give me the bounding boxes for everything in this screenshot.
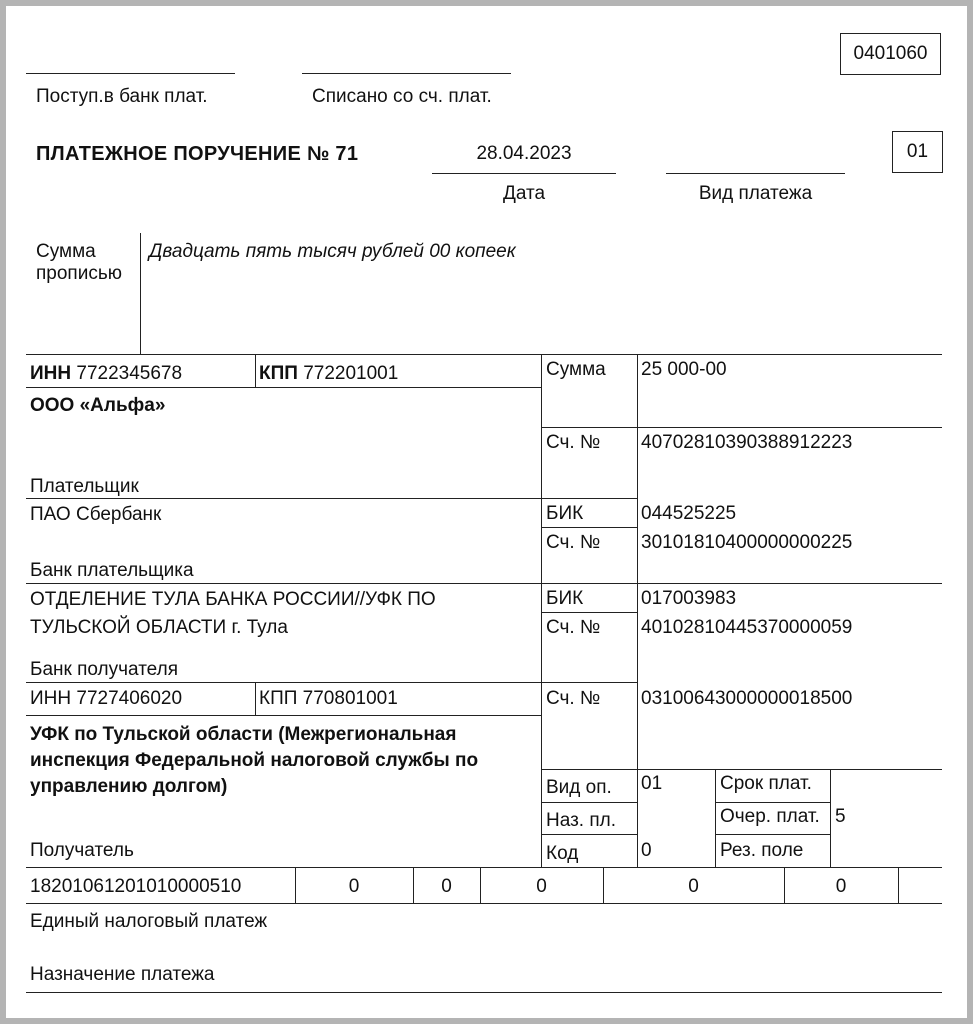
payee-bank-bik-label: БИК xyxy=(546,588,584,609)
document-title: ПЛАТЕЖНОЕ ПОРУЧЕНИЕ № 71 xyxy=(36,143,359,165)
status-code: 01 xyxy=(906,141,929,162)
tax-period: 0 xyxy=(536,876,547,897)
okud-code-box xyxy=(840,33,941,75)
received-line xyxy=(26,73,235,74)
payee-bank-name-line2: ТУЛЬСКОЙ ОБЛАСТИ г. Тула xyxy=(30,617,288,638)
op-type-label: Вид оп. xyxy=(546,777,612,798)
grid-line-priority xyxy=(715,834,830,835)
grid-line-acc3 xyxy=(541,682,637,683)
payer-bank-name: ПАО Сбербанк xyxy=(30,504,162,525)
purpose-label: Назначение платежа xyxy=(30,964,215,985)
priority-label: Очер. плат. xyxy=(720,806,820,827)
tax-doc-number: 0 xyxy=(688,876,699,897)
grid-line-codes xyxy=(541,769,942,770)
tax-oktmo: 0 xyxy=(348,876,360,897)
tax-doc-date: 0 xyxy=(835,876,847,897)
payee-account-value: 03100643000000018500 xyxy=(641,688,853,709)
payee-kpp-label: КПП xyxy=(259,688,298,709)
payee-inn xyxy=(30,688,182,710)
term-label: Срок плат. xyxy=(720,773,812,794)
sum-value: 25 000-00 xyxy=(641,359,727,380)
grid-col-priority xyxy=(830,769,831,867)
grid-line-payee-kpp xyxy=(255,682,256,715)
payer-inn-value: 7722345678 xyxy=(76,363,183,384)
sum-label: Сумма xyxy=(546,359,606,380)
payment-type-line xyxy=(666,173,845,174)
grid-line-top xyxy=(26,354,942,355)
payee-bank-name-line1: ОТДЕЛЕНИЕ ТУЛА БАНКА РОССИИ//УФК ПО xyxy=(30,589,436,610)
grid-line-bik xyxy=(541,527,637,528)
grid-col-labels xyxy=(541,354,542,867)
payment-type-label: Вид платежа xyxy=(698,183,813,204)
received-label: Поступ.в банк плат. xyxy=(36,86,208,107)
grid-line-purpose-code xyxy=(541,834,637,835)
grid-line-payee-bank xyxy=(26,682,541,683)
code-value: 0 xyxy=(641,840,652,861)
priority-value: 5 xyxy=(835,806,846,827)
payee-account-label: Сч. № xyxy=(546,688,601,709)
payee-label: Получатель xyxy=(30,840,134,861)
grid-col-values xyxy=(637,354,638,867)
payer-bank-bik-value: 044525225 xyxy=(641,503,737,524)
grid-line-payer xyxy=(26,498,637,499)
grid-line-payer-kpp xyxy=(255,354,256,387)
status-code-box xyxy=(892,131,943,173)
payer-bank-account-label: Сч. № xyxy=(546,532,601,553)
payer-account-value: 40702810390388912223 xyxy=(641,432,853,453)
date-line xyxy=(432,173,616,174)
debited-label: Списано со сч. плат. xyxy=(312,86,492,107)
grid-line-payee-inn xyxy=(26,715,541,716)
amount-words-value: Двадцать пять тысяч рублей 00 копеек xyxy=(149,241,516,262)
code-label: Код xyxy=(546,843,579,864)
grid-col-term xyxy=(715,769,716,867)
grid-line-bik2 xyxy=(541,612,637,613)
grid-line-payee xyxy=(26,867,942,868)
payment-order-form xyxy=(6,6,967,1018)
payee-inn-value: 7727406020 xyxy=(76,688,183,709)
payee-name: УФК по Тульской области (Межрегиональная инспекция Федеральной налоговой службы по управлению долгом) xyxy=(30,724,479,797)
document-date: 28.04.2023 xyxy=(476,143,572,164)
grid-line-sum xyxy=(541,427,942,428)
payer-inn xyxy=(30,363,182,385)
grid-line-term xyxy=(715,802,830,803)
payee-bank-label: Банк получателя xyxy=(30,659,178,680)
payee-kpp-value: 770801001 xyxy=(302,688,398,709)
payer-kpp-value: 772201001 xyxy=(303,363,399,384)
grid-line-tax xyxy=(26,903,942,904)
tax-kbk: 18201061201010000510 xyxy=(30,876,242,897)
amount-words-label: Сумма прописью xyxy=(36,241,122,284)
payee-inn-label: ИНН xyxy=(30,688,72,709)
grid-line-payer-bank xyxy=(26,583,942,584)
grid-line-inn xyxy=(26,387,541,388)
amount-words-divider xyxy=(140,233,141,354)
payer-kpp xyxy=(259,363,398,385)
payee-bank-account-value: 40102810445370000059 xyxy=(641,617,853,638)
payer-bank-account-value: 30101810400000000225 xyxy=(641,532,853,553)
payer-label: Плательщик xyxy=(30,476,139,497)
date-label: Дата xyxy=(502,183,546,204)
grid-line-op xyxy=(541,802,637,803)
reserve-label: Рез. поле xyxy=(720,840,804,861)
okud-code: 0401060 xyxy=(853,43,928,64)
payee-bank-bik-value: 017003983 xyxy=(641,588,737,609)
grid-line-bottom xyxy=(26,992,942,993)
purpose-code-label: Наз. пл. xyxy=(546,810,616,831)
payer-bank-bik-label: БИК xyxy=(546,503,584,524)
op-type-value: 01 xyxy=(641,773,663,794)
debited-line xyxy=(302,73,511,74)
payer-kpp-label: КПП xyxy=(259,363,298,384)
payer-inn-label: ИНН xyxy=(30,363,72,384)
payer-account-label: Сч. № xyxy=(546,432,601,453)
payer-name: ООО «Альфа» xyxy=(30,395,166,416)
payee-bank-account-label: Сч. № xyxy=(546,617,601,638)
tax-col-6 xyxy=(898,867,899,903)
payer-bank-label: Банк плательщика xyxy=(30,560,194,581)
payee-kpp xyxy=(259,688,398,710)
tax-basis: 0 xyxy=(441,876,452,897)
purpose-text: Единый налоговый платеж xyxy=(30,911,268,932)
